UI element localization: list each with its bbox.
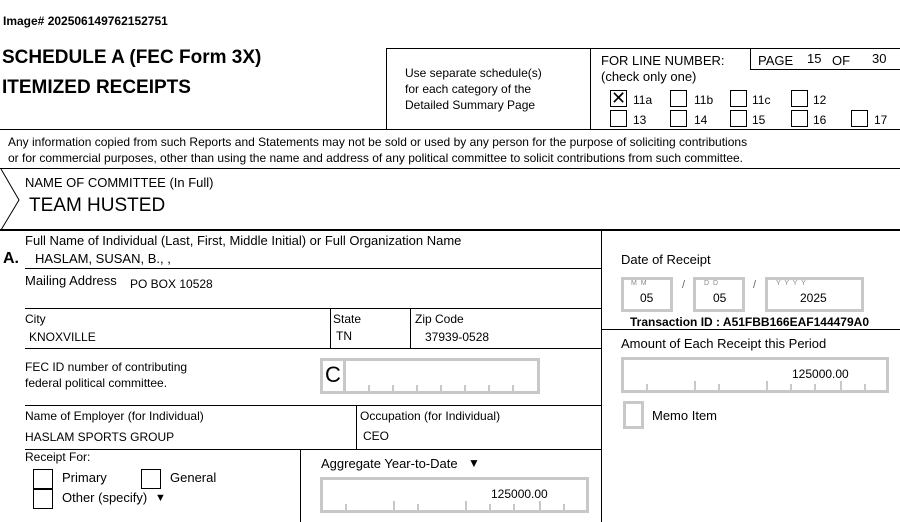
general-label: General [170,470,217,485]
image-id: Image# 202506149762152751 [3,14,168,28]
employer-label: Name of Employer (for Individual) [25,409,204,423]
city-rule [25,348,601,349]
separate-note-line-3: Detailed Summary Page [405,98,536,112]
primary-label: Primary [62,470,107,485]
transaction-rule [602,329,900,330]
entry-letter: A. [3,250,19,267]
receipt-for-label: Receipt For: [25,450,91,464]
mailing-address: PO BOX 10528 [130,277,213,291]
line-14-label: 14 [694,113,708,127]
separate-note-line-2: for each category of the [405,82,532,96]
notice-top-rule [0,129,900,130]
committee-label: NAME OF COMMITTEE (In Full) [25,175,214,190]
date-separator-2: / [753,279,757,291]
check-x-icon: ✕ [611,88,627,108]
line-11c-checkbox[interactable] [730,90,747,107]
memo-label: Memo Item [652,408,718,423]
line-11a-checkbox[interactable] [610,90,627,107]
line-11b-checkbox[interactable] [670,90,687,107]
form-title: SCHEDULE A (FEC Form 3X) [2,47,262,68]
check-one-label: (check only one) [601,69,697,84]
full-name-label: Full Name of Individual (Last, First, Middle Initial) or Full Organization Name [25,233,462,248]
line-17-label: 17 [874,113,888,127]
mailing-label: Mailing Address [25,273,117,288]
employer-rule [25,449,601,450]
line-11c-label: 11c [752,93,771,107]
occupation-value: CEO [363,429,390,443]
committee-arrow-icon [0,169,22,231]
state-value: TN [336,329,352,343]
state-divider [330,309,331,349]
line-11a-label: 11a [633,93,653,107]
city-label: City [25,312,46,326]
date-label: Date of Receipt [621,252,711,267]
aggregate-divider [300,450,301,522]
page-total: 30 [872,51,887,66]
fec-id-label-2: federal political committee. [25,376,168,390]
line-13-label: 13 [633,113,647,127]
page-number: 15 [807,51,822,66]
fec-id-input[interactable] [346,358,540,394]
mailing-rule [25,308,601,309]
line-16-label: 16 [813,113,827,127]
date-day-value: 05 [713,291,727,305]
primary-checkbox[interactable] [33,469,53,489]
date-month-value: 05 [640,291,654,305]
other-label: Other (specify) [62,490,148,505]
date-day-hint: D D [704,280,720,287]
employer-value: HASLAM SPORTS GROUP [25,430,175,444]
right-column-divider [601,231,602,522]
full-name-rule [25,268,601,269]
committee-name: TEAM HUSTED [29,195,166,216]
date-separator-1: / [682,279,686,291]
line-17-checkbox[interactable] [851,110,868,127]
general-checkbox[interactable] [141,469,161,489]
fec-id-label-1: FEC ID number of contributing [25,360,188,374]
line-14-checkbox[interactable] [670,110,687,127]
fec-id-prefix: C [325,362,341,387]
line-number-label: FOR LINE NUMBER: [601,53,725,68]
aggregate-input[interactable] [320,477,589,513]
state-label: State [333,312,362,326]
amount-value: 125000.00 [792,367,849,381]
occupation-label: Occupation (for Individual) [360,409,501,423]
line-12-checkbox[interactable] [791,90,808,107]
fec-id-rule [25,405,601,406]
other-dropdown-icon[interactable]: ▼ [155,492,166,504]
aggregate-value: 125000.00 [491,487,548,501]
line-15-checkbox[interactable] [730,110,747,127]
line-11b-label: 11b [694,93,714,107]
transaction-id: Transaction ID : A51FBB166EAF144479A0 [630,315,869,329]
of-label: OF [832,53,851,68]
date-month-hint: M M [631,280,648,287]
aggregate-label: Aggregate Year-to-Date [321,456,458,471]
committee-bottom-rule [0,229,900,231]
aggregate-arrow-icon: ▼ [468,456,480,470]
zip-divider [410,309,411,349]
form-subtitle: ITEMIZED RECEIPTS [2,77,191,98]
amount-label: Amount of Each Receipt this Period [621,336,827,351]
occupation-divider [356,406,357,450]
notice-line-2: or for commercial purposes, other than using the name and address of any political committee to solicit contributions from such committee. [8,151,744,165]
date-year-value: 2025 [800,291,827,305]
separate-note-line-1: Use separate schedule(s) [405,66,542,80]
notice-bottom-rule [0,168,900,169]
line-16-checkbox[interactable] [791,110,808,127]
zip-value: 37939-0528 [425,330,490,344]
notice-line-1: Any information copied from such Reports and Statements may not be sold or used by any person for the purpose of soliciting contributions [8,135,748,149]
other-checkbox[interactable] [33,489,53,509]
full-name-value: HASLAM, SUSAN, B., , [35,251,171,266]
memo-checkbox[interactable] [623,401,644,429]
date-year-hint: Y Y Y Y [776,280,807,287]
line-13-checkbox[interactable] [610,110,627,127]
zip-label: Zip Code [415,312,464,326]
city-value: KNOXVILLE [29,330,96,344]
page-label: PAGE [758,53,794,68]
line-12-label: 12 [813,93,827,107]
line-15-label: 15 [752,113,766,127]
